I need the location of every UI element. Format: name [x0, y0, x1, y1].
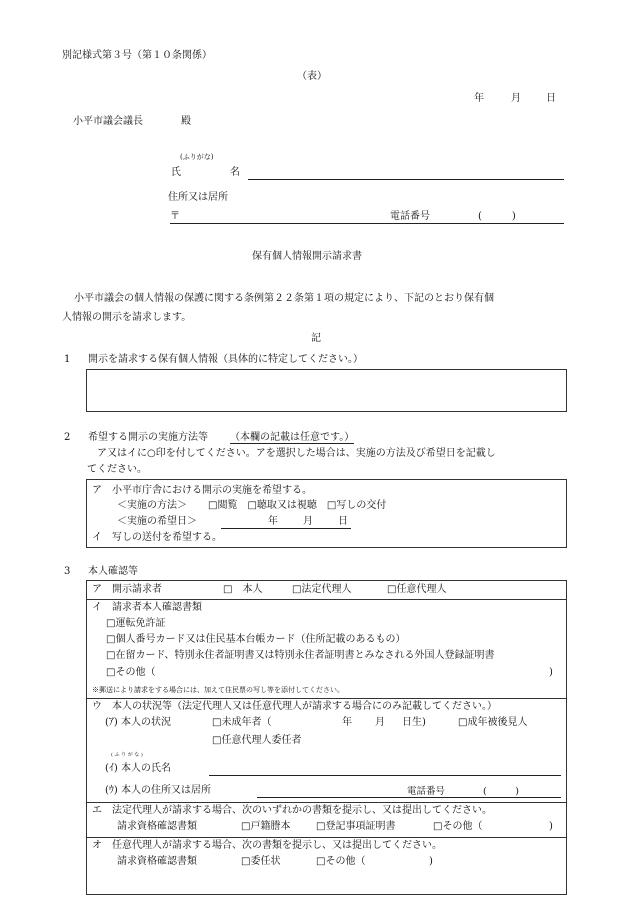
id-docs-label: イ 請求者本人確認書類: [92, 602, 202, 613]
minor-checkbox[interactable]: □未成年者（: [212, 717, 272, 728]
preferred-date-day: 日: [338, 516, 348, 527]
minor-birth-day: 日生): [402, 717, 426, 728]
requester-label: ア 開示請求者: [92, 584, 162, 595]
section1-heading: 開示を請求する保有個人情報（具体的に特定してください。）: [88, 354, 363, 365]
principal-phone-parens: ( ): [483, 786, 519, 797]
preferred-date-field[interactable]: [221, 528, 351, 529]
voluntary-agent-other-close: ): [429, 856, 433, 867]
legal-agent-docs-label: 請求資格確認書類: [117, 821, 197, 832]
address-label: 住所又は居所: [168, 192, 228, 203]
preferred-date-year: 年: [268, 516, 278, 527]
doc-other-checkbox[interactable]: □その他（: [106, 667, 156, 678]
principal-furigana-label: ( ふ り が な ): [111, 752, 143, 758]
section1-input-box[interactable]: [86, 369, 567, 412]
postal-mark: 〒: [170, 211, 180, 222]
requester-self-checkbox[interactable]: □ 本人: [223, 584, 263, 595]
intro-line-2: 人情報の開示を請求します。: [62, 312, 192, 323]
row-divider: [87, 802, 566, 803]
minor-birth-month: 月: [375, 717, 385, 728]
voluntary-agent-note: オ 任意代理人が請求する場合、次の書類を提示し、又は提出してください。: [92, 840, 442, 851]
doc-other-close: ): [549, 667, 553, 678]
voluntary-principal-checkbox[interactable]: □任意代理人委任者: [212, 735, 302, 746]
method-options[interactable]: □閲覧 □聴取又は視聴 □写しの交付: [208, 500, 387, 511]
requester-legal-agent-checkbox[interactable]: □法定代理人: [292, 584, 352, 595]
honorific: 殿: [181, 116, 191, 127]
method-label: ＜実施の方法＞: [117, 500, 187, 511]
row-divider: [87, 698, 566, 699]
document-title: 保有個人情報開示請求書: [252, 251, 362, 262]
section3-number: 3: [64, 566, 71, 577]
section2-option-i[interactable]: イ 写しの送付を希望する。: [92, 532, 222, 543]
legal-agent-other-close: ): [549, 821, 553, 832]
principal-name-label: (ｲ) 本人の氏名: [105, 763, 171, 774]
mail-note: ※郵送により請求をする場合には、加えて住民票の写し等を添付してください。: [92, 686, 344, 694]
name-label-1: 氏: [171, 167, 181, 178]
power-of-attorney-checkbox[interactable]: □委任状: [241, 856, 281, 867]
family-register-checkbox[interactable]: □戸籍謄本: [241, 821, 291, 832]
phone-label: 電話番号: [390, 211, 430, 222]
form-side-label: （表）: [297, 71, 327, 82]
preferred-date-month: 月: [303, 516, 313, 527]
section2-number: 2: [64, 432, 71, 443]
date-day-label: 日: [546, 93, 556, 104]
requester-voluntary-agent-checkbox[interactable]: □任意代理人: [387, 584, 447, 595]
section1-number: 1: [64, 354, 71, 365]
section2-box: [86, 479, 567, 548]
voluntary-agent-docs-label: 請求資格確認書類: [117, 856, 197, 867]
section2-instruction-2: てください。: [87, 464, 147, 475]
section3-heading: 本人確認等: [88, 566, 138, 577]
preferred-date-label: ＜実施の希望日＞: [117, 516, 197, 527]
section2-heading-note: （本欄の記載は任意です。）: [230, 432, 355, 443]
principal-address-field[interactable]: [257, 797, 561, 798]
row-divider: [87, 837, 566, 838]
date-year-label: 年: [474, 93, 484, 104]
form-number: 別記様式第３号（第１０条関係）: [62, 50, 212, 61]
furigana-label: (ふりがな): [180, 153, 214, 161]
ki-label: 記: [311, 333, 321, 344]
principal-name-field[interactable]: [209, 775, 561, 776]
doc-mynumber-card-checkbox[interactable]: □個人番号カード又は住民基本台帳カード（住所記載のあるもの）: [106, 634, 406, 645]
date-month-label: 月: [511, 93, 521, 104]
minor-birth-year: 年: [342, 717, 352, 728]
voluntary-agent-other-checkbox[interactable]: □その他（: [316, 856, 366, 867]
section2-instruction-1: ア又はイに○印を付してください。アを選択した場合は、実施の方法及び希望日を記載し: [97, 448, 496, 459]
principal-status-label: ウ 本人の状況等（法定代理人又は任意代理人が請求する場合にのみ記載してください。）: [92, 701, 497, 712]
row-divider: [87, 599, 566, 600]
doc-residence-card-checkbox[interactable]: □在留カード、特別永住者証明書又は特別永住者証明書とみなされる外国人登録証明書: [106, 650, 495, 661]
addressee: 小平市議会議長: [73, 116, 143, 127]
doc-drivers-license-checkbox[interactable]: □運転免許証: [106, 618, 166, 629]
adult-ward-checkbox[interactable]: □成年被後見人: [458, 717, 528, 728]
principal-address-label: (ｳ) 本人の住所又は居所: [105, 785, 211, 796]
legal-agent-note: エ 法定代理人が請求する場合、次のいずれかの書類を提示し、又は提出してください。: [92, 805, 492, 816]
intro-line-1: 小平市議会の個人情報の保護に関する条例第２２条第１項の規定により、下記のとおり保有個: [74, 293, 494, 304]
section2-heading: 希望する開示の実施方法等: [88, 432, 208, 443]
name-label-2: 名: [230, 167, 240, 178]
section3-table: [86, 580, 567, 895]
phone-parens: ( ): [478, 211, 516, 222]
section2-option-a[interactable]: ア 小平市庁舎における開示の実施を希望する。: [92, 485, 312, 496]
applicant-address-field[interactable]: [170, 223, 564, 224]
principal-status-item: (ｱ) 本人の状況: [105, 717, 171, 728]
applicant-name-field[interactable]: [248, 179, 564, 180]
registry-certificate-checkbox[interactable]: □登記事項証明書: [316, 821, 396, 832]
principal-phone-label: 電話番号: [407, 786, 446, 797]
legal-agent-other-checkbox[interactable]: □その他（: [433, 821, 483, 832]
